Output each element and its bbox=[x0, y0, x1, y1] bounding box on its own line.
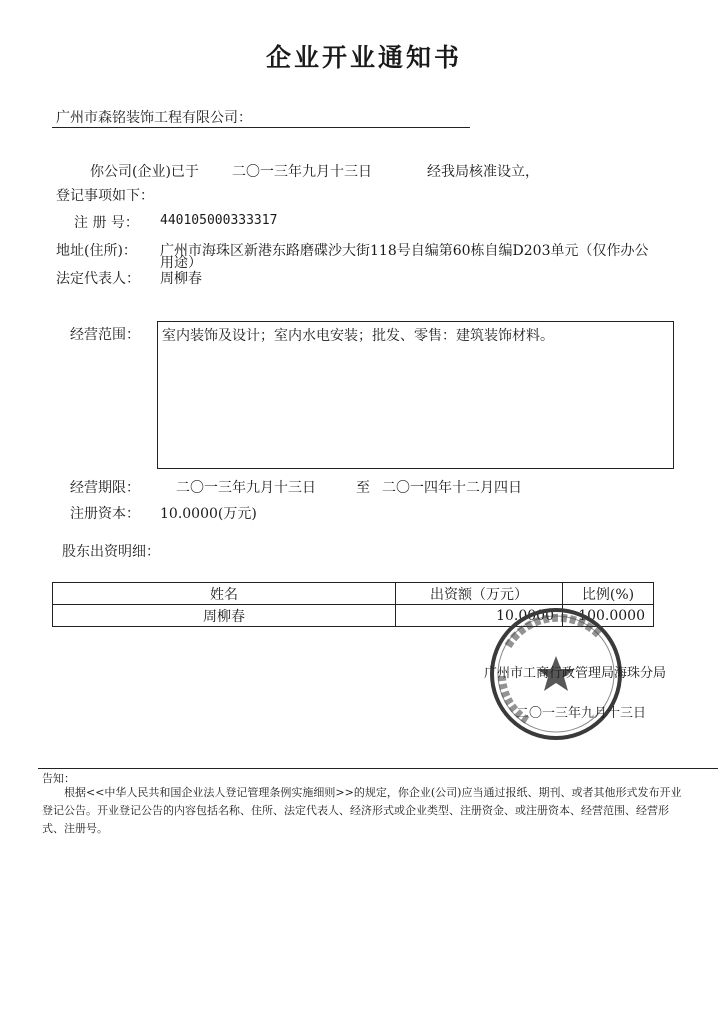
column-header-name: 姓名 bbox=[53, 583, 396, 605]
page-title: 企业开业通知书 bbox=[265, 43, 462, 72]
column-header-amount: 出资额（万元） bbox=[396, 583, 563, 605]
rep-label: 法定代表人： bbox=[56, 271, 140, 287]
term-start: 二〇一三年九月十三日 bbox=[176, 480, 316, 496]
reg-no-value: 440105000333317 bbox=[160, 213, 278, 228]
capital-label: 注册资本： bbox=[70, 506, 140, 522]
rep-value: 周柳春 bbox=[160, 271, 202, 287]
scope-label: 经营范围： bbox=[70, 327, 140, 343]
table-header-row bbox=[53, 583, 654, 605]
issuer-name: 广州市工商行政管理局海珠分局 bbox=[484, 666, 667, 681]
capital-value: 10.0000(万元) bbox=[160, 506, 257, 522]
issuer-date: 二〇一三年九月十三日 bbox=[516, 706, 647, 721]
recipient-underline bbox=[52, 127, 470, 128]
intro-line2: 登记事项如下： bbox=[56, 188, 154, 204]
term-end: 二〇一四年十二月四日 bbox=[382, 480, 522, 496]
intro-prefix: 你公司(企业)已于 bbox=[90, 164, 199, 180]
term-to: 至 bbox=[356, 480, 370, 496]
address-value: 广州市海珠区新港东路磨碟沙大街118号自编第60栋自编D203单元（仅作办公 bbox=[160, 243, 649, 259]
column-header-ratio: 比例(%) bbox=[563, 583, 654, 605]
scope-value: 室内装饰及设计；室内水电安装；批发、零售：建筑装饰材料。 bbox=[162, 328, 554, 344]
notice-divider bbox=[38, 768, 718, 769]
recipient-name: 广州市森铭装饰工程有限公司： bbox=[56, 110, 252, 126]
address-cut-text: 用途） bbox=[160, 255, 202, 271]
intro-suffix: 经我局核准设立， bbox=[427, 164, 539, 180]
shareholder-name: 周柳春 bbox=[53, 605, 396, 627]
scope-box bbox=[157, 321, 674, 469]
reg-no-label: 注 册 号： bbox=[74, 215, 139, 231]
shareholder-amount: 10.0000 bbox=[396, 605, 563, 627]
term-label: 经营期限： bbox=[70, 480, 140, 496]
address-label: 地址(住所)： bbox=[56, 243, 137, 259]
notice-text: 根据<<中华人民共和国企业法人登记管理条例实施细则>>的规定，你企业(公司)应当通过报纸、期刊、或者其他形式发布开业登记公告。开业登记公告的内容包括名称、住所、法定代表人、经济形式或企业类型、注册资金、或注册资本、经营范围、经营形式、注册号。 bbox=[42, 786, 682, 835]
shareholders-heading: 股东出资明细： bbox=[62, 544, 160, 560]
intro-date: 二〇一三年九月十三日 bbox=[232, 164, 372, 180]
notice-body bbox=[42, 784, 690, 838]
notice-label: 告知： bbox=[42, 772, 75, 785]
shareholder-ratio: 100.0000 bbox=[563, 605, 654, 627]
